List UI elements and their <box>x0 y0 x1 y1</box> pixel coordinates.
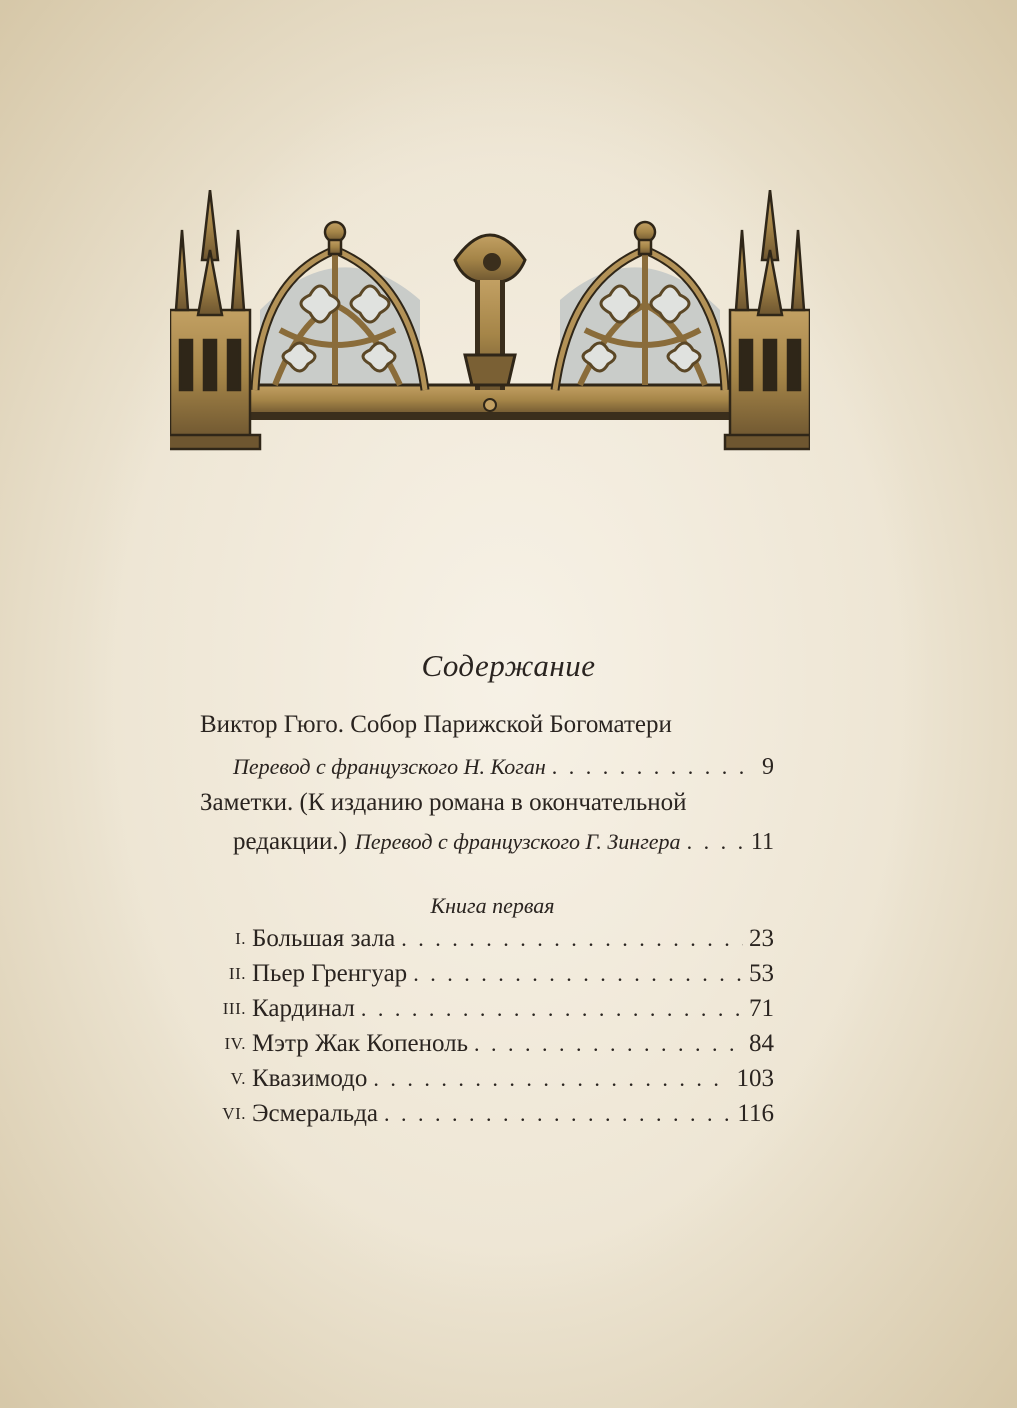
chapter-number: VI. <box>222 1104 246 1123</box>
toc-entry-1-translator: Перевод с французского Н. Коган <box>233 754 546 779</box>
toc-entry-2-title-cont: редакции.) <box>233 828 347 855</box>
chapter-entry <box>200 925 774 955</box>
chapter-page: 23 <box>749 925 774 952</box>
toc-entry-1-title: Виктор Гюго. Собор Парижской Богоматери <box>200 711 672 738</box>
chapter-page: 53 <box>749 960 774 987</box>
book-part-title: Книга первая <box>430 893 555 918</box>
chapter-entry <box>200 1030 774 1060</box>
leader-dots <box>413 961 743 987</box>
chapter-page: 84 <box>749 1030 774 1057</box>
chapter-title: Эсмеральда <box>252 1100 379 1127</box>
leader-dots <box>361 996 743 1022</box>
chapter-entry <box>200 960 774 990</box>
toc-entry-2-page: 11 <box>750 829 774 855</box>
leader-dots <box>552 754 756 780</box>
toc-entry-1-line <box>233 754 774 781</box>
gothic-crown-ornament-icon <box>170 190 810 470</box>
chapter-number: V. <box>230 1069 246 1088</box>
chapter-number: IV. <box>224 1034 246 1053</box>
chapter-page: 103 <box>736 1065 774 1092</box>
leader-dots <box>687 829 745 855</box>
chapter-title: Квазимодо <box>252 1065 368 1092</box>
leader-dots <box>373 1066 730 1092</box>
toc-entry-2-translator: Перевод с французского Г. Зингера <box>354 829 681 854</box>
toc-title: Содержание <box>421 648 596 683</box>
chapter-title: Пьер Гренгуар <box>252 960 408 987</box>
chapter-page: 116 <box>737 1100 774 1127</box>
leader-dots <box>384 1101 731 1127</box>
leader-dots <box>474 1031 743 1057</box>
toc-entry-2-line <box>233 828 774 856</box>
toc-entry-2-title: Заметки. (К изданию романа в окончательной <box>200 789 687 816</box>
chapter-number: II. <box>228 964 246 983</box>
chapter-title: Мэтр Жак Копеноль <box>252 1030 469 1057</box>
chapter-entry <box>200 995 774 1025</box>
chapter-number: III. <box>222 999 246 1018</box>
chapter-page: 71 <box>749 995 774 1022</box>
leader-dots <box>401 926 743 952</box>
toc-entry-1-page: 9 <box>762 754 774 780</box>
chapter-entry <box>200 1065 774 1095</box>
chapter-entry <box>200 1100 774 1130</box>
chapter-title: Большая зала <box>252 925 396 952</box>
chapter-title: Кардинал <box>252 995 355 1022</box>
chapter-number: I. <box>235 929 246 948</box>
